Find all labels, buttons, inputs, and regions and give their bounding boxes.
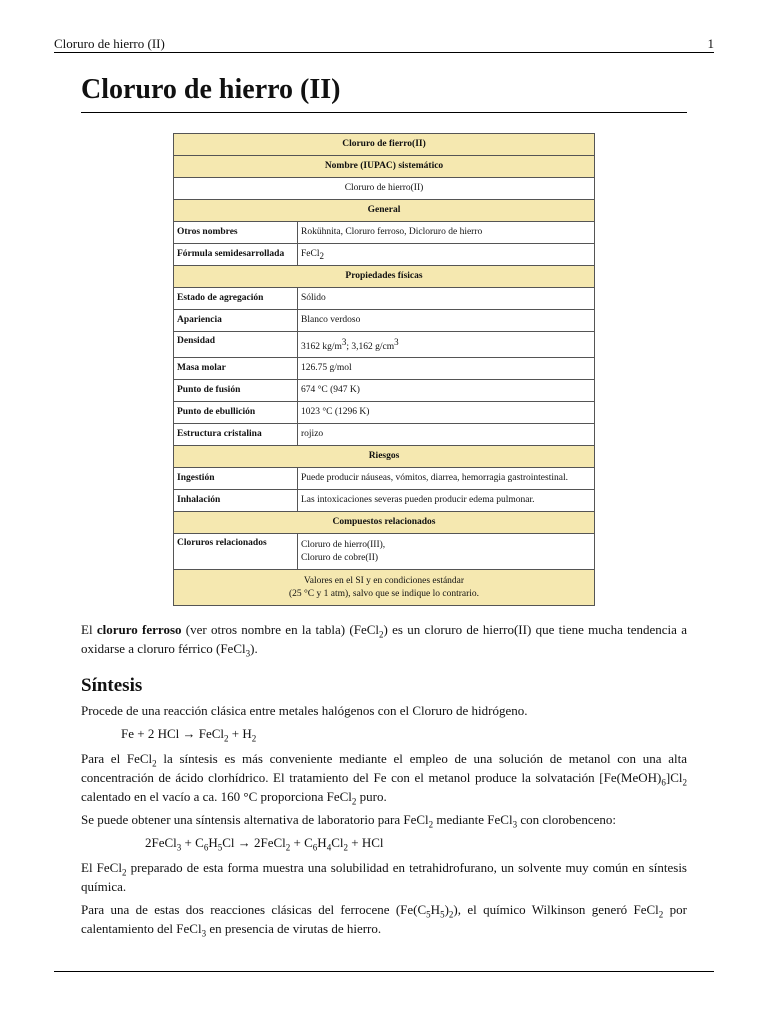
inhalacion-label: Inhalación — [174, 490, 298, 512]
sintesis-p1: Procede de una reacción clásica entre metales halógenos con el Cloruro de hidrógeno. — [81, 703, 528, 718]
section-heading-sintesis: Síntesis — [81, 675, 143, 696]
formula-value: FeCl$_2$ — [298, 244, 595, 266]
sintesis-p2: Para el FeCl$_2$ la síntesis es más conveniente mediante el empleo de una solución de metanol con una alta concentración de ácido clorhídrico. El tratamiento del Fe con el metanol produce la solvatación $[Fe(MeOH)_6]Cl_2$ calentado en el vacío a ca. 160 °C proporciona FeCl$_2$ puro. — [81, 751, 687, 807]
page-number: 1 — [707, 36, 714, 51]
infobox — [173, 133, 595, 606]
article-body — [81, 620, 687, 942]
formula-label: Fórmula semidesarrollada — [174, 244, 298, 266]
otros-value: Rokühnita, Cloruro ferroso, Dicloruro de hierro — [298, 222, 595, 244]
fusion-value: 674 °C (947 K) — [298, 380, 595, 402]
ingestion-value: Puede producir náuseas, vómitos, diarrea, hemorragia gastrointestinal. — [298, 468, 595, 490]
ingestion-label: Ingestión — [174, 468, 298, 490]
riesgos-heading: Riesgos — [174, 446, 595, 468]
page-title: Cloruro de hierro (II) — [81, 72, 687, 113]
inhalacion-value: Las intoxicaciones severas pueden producir edema pulmonar. — [298, 490, 595, 512]
footer-rule — [54, 971, 714, 972]
apariencia-value: Blanco verdoso — [298, 310, 595, 332]
ebullicion-value: 1023 °C (1296 K) — [298, 402, 595, 424]
estructura-label: Estructura cristalina — [174, 424, 298, 446]
fusion-label: Punto de fusión — [174, 380, 298, 402]
cloruros-label: Cloruros relacionados — [174, 534, 298, 570]
densidad-label: Densidad — [174, 332, 298, 358]
equation-1: Fe + 2 HCl → FeCl$_2$ + $H_2$ — [121, 726, 257, 744]
sintesis-p4: El FeCl$_2$ preparado de esta forma muestra una solubilidad en tetrahidrofurano, un solvente muy común en síntesis química. — [81, 860, 687, 894]
apariencia-label: Apariencia — [174, 310, 298, 332]
ebullicion-label: Punto de ebullición — [174, 402, 298, 424]
intro-paragraph: El cloruro ferroso (ver otros nombre en la tabla) (FeCl$_2$) es un cloruro de hierro(II) que tiene mucha tendencia a oxidarse a cloruro férrico (FeCl$_3$). — [81, 622, 687, 659]
equation-2: 2FeCl$_3$ + $C_6H_5Cl$ → 2FeCl$_2$ + $C_6H_4Cl_2$ + HCl — [145, 835, 384, 853]
running-header — [54, 36, 714, 53]
iupac-heading: Nombre (IUPAC) sistemático — [174, 156, 595, 178]
header-title: Cloruro de hierro (II) — [54, 36, 165, 51]
estructura-value: rojizo — [298, 424, 595, 446]
infobox-title: Cloruro de fierro(II) — [174, 134, 595, 156]
props-heading: Propiedades físicas — [174, 266, 595, 288]
cloruros-value: Cloruro de hierro(III), Cloruro de cobre(II) — [298, 534, 595, 570]
estado-label: Estado de agregación — [174, 288, 298, 310]
infobox-footer: Valores en el SI y en condiciones estándar (25 °C y 1 atm), salvo que se indique lo contrario. — [174, 570, 595, 606]
otros-label: Otros nombres — [174, 222, 298, 244]
compuestos-heading: Compuestos relacionados — [174, 512, 595, 534]
estado-value: Sólido — [298, 288, 595, 310]
general-heading: General — [174, 200, 595, 222]
masa-label: Masa molar — [174, 358, 298, 380]
sintesis-p3: Se puede obtener una síntensis alternativa de laboratorio para FeCl$_2$ mediante FeCl$_3$ con clorobenceno: — [81, 812, 616, 830]
masa-value: 126.75 g/mol — [298, 358, 595, 380]
densidad-value: 3162 $kg/m^3$; 3,162 $g/cm^3$ — [298, 332, 595, 358]
iupac-value: Cloruro de hierro(II) — [174, 178, 595, 200]
sintesis-p5: Para una de estas dos reacciones clásicas del ferrocene $(Fe(C_5H_5)_2)$, el químico Wilkinson generó FeCl$_2$ por calentamiento del FeCl$_3$ en presencia de virutas de hierro. — [81, 902, 687, 939]
